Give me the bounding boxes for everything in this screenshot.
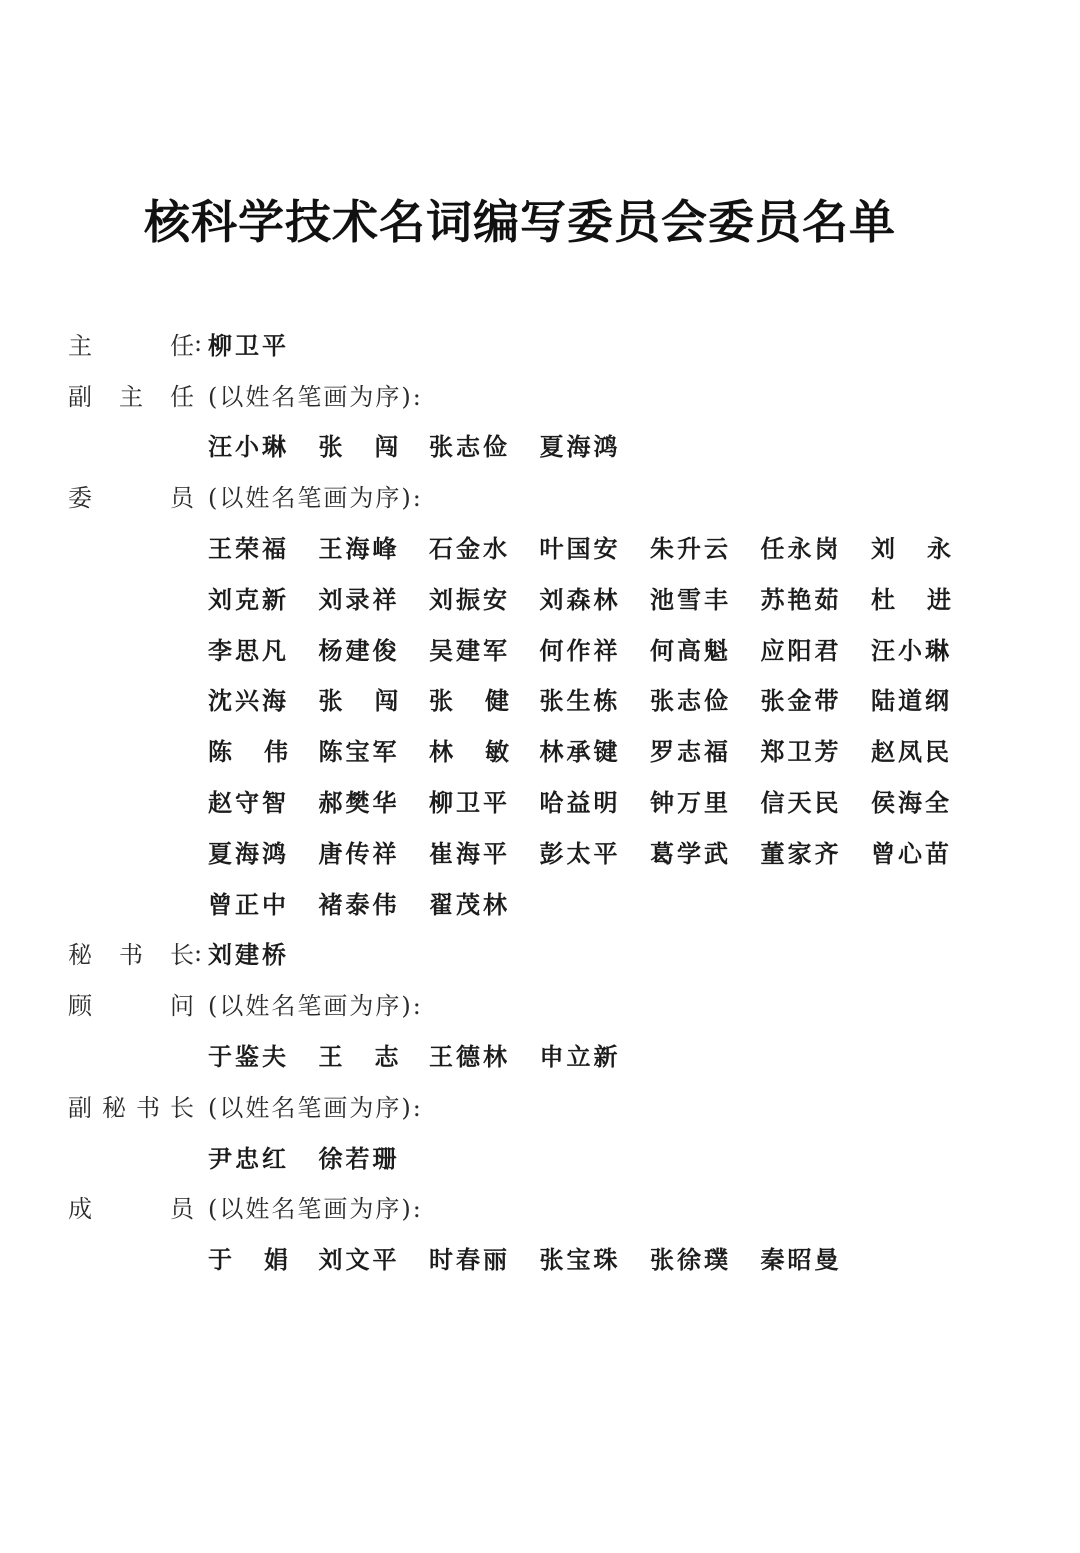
members-name-row xyxy=(68,775,1028,826)
person-name: 褚泰伟 xyxy=(318,889,400,919)
role-label: 秘 书 长 xyxy=(68,941,194,970)
person-name: 夏海鸿 xyxy=(208,838,289,868)
advisors-names xyxy=(68,1029,1028,1080)
person-name: 信天民 xyxy=(760,788,842,818)
person-name: 刘文平 xyxy=(318,1245,400,1275)
person-name: 张 闯 xyxy=(318,432,399,462)
members-name-row xyxy=(68,572,1028,623)
person-name: 唐传祥 xyxy=(318,838,400,868)
person-name: 翟茂林 xyxy=(429,889,510,919)
deputy-directors-row xyxy=(68,369,1028,420)
person-name: 林承键 xyxy=(539,737,621,767)
person-name: 曾正中 xyxy=(208,889,289,919)
person-name: 申立新 xyxy=(539,1042,621,1072)
person-name: 刘克新 xyxy=(208,584,289,614)
person-name: 夏海鸿 xyxy=(539,432,621,462)
person-name: 陆道纲 xyxy=(871,686,952,716)
deputy-directors-names xyxy=(68,420,1028,471)
person-name: 崔海平 xyxy=(429,838,510,868)
person-name: 池雪丰 xyxy=(650,584,731,614)
person-name: 郑卫芳 xyxy=(760,737,842,767)
role-label: 副 主 任 xyxy=(68,382,194,411)
advisors-row xyxy=(68,978,1028,1029)
person-name: 于鉴夫 xyxy=(208,1042,289,1072)
order-note: (以姓名笔画为序): xyxy=(208,1195,423,1224)
person-name: 曾心苗 xyxy=(871,838,952,868)
person-name: 郝樊华 xyxy=(318,788,400,818)
person-name: 刘 永 xyxy=(871,534,951,564)
person-name: 于 娟 xyxy=(208,1245,288,1275)
members-name-row xyxy=(68,674,1028,725)
role-deputy-directors xyxy=(68,377,208,412)
role-label: 成 员 xyxy=(68,1195,194,1224)
person-name: 朱升云 xyxy=(650,534,731,564)
person-name: 刘录祥 xyxy=(318,584,400,614)
person-name: 侯海全 xyxy=(871,788,952,818)
person-name: 何作祥 xyxy=(539,635,621,665)
person-name: 张金带 xyxy=(760,686,842,716)
staff-row xyxy=(68,1182,1028,1233)
members-names xyxy=(68,521,1028,927)
person-name: 任永岗 xyxy=(760,534,842,564)
role-advisors xyxy=(68,986,208,1021)
staff-names xyxy=(68,1232,1028,1283)
person-name: 陈 伟 xyxy=(208,737,288,767)
person-name: 徐若珊 xyxy=(318,1143,400,1173)
role-label: 主 任 xyxy=(68,331,194,360)
members-row xyxy=(68,470,1028,521)
person-name: 哈益明 xyxy=(539,788,621,818)
person-name: 张生栋 xyxy=(539,686,621,716)
person-name: 沈兴海 xyxy=(208,686,289,716)
role-label: 顾 问 xyxy=(68,992,194,1021)
role-staff xyxy=(68,1189,208,1224)
person-name: 何高魁 xyxy=(650,635,731,665)
document-title: 核科学技术名词编写委员会委员名单 xyxy=(144,195,896,249)
person-name: 王德林 xyxy=(429,1042,510,1072)
members-name-row xyxy=(68,521,1028,572)
role-label: 副 秘 书 长 xyxy=(68,1093,194,1122)
members-name-row xyxy=(68,826,1028,877)
person-name: 尹忠红 xyxy=(208,1143,289,1173)
person-name: 王 志 xyxy=(318,1042,399,1072)
order-note: (以姓名笔画为序): xyxy=(208,992,423,1021)
role-director: 主 任 : xyxy=(68,326,208,361)
person-name: 张 闯 xyxy=(318,686,399,716)
person-name: 张志俭 xyxy=(429,432,510,462)
person-name: 刘振安 xyxy=(429,584,510,614)
person-name: 叶国安 xyxy=(539,534,621,564)
person-name: 秦昭曼 xyxy=(760,1245,842,1275)
person-name: 王海峰 xyxy=(318,534,400,564)
order-note: (以姓名笔画为序): xyxy=(208,1093,423,1122)
person-name: 杜 进 xyxy=(871,584,951,614)
order-note: (以姓名笔画为序): xyxy=(208,382,423,411)
role-members xyxy=(68,478,208,513)
person-name: 赵守智 xyxy=(208,788,289,818)
person-name: 时春丽 xyxy=(429,1245,510,1275)
person-name: 彭太平 xyxy=(539,838,621,868)
person-name: 林 敏 xyxy=(429,737,509,767)
deputy-secretaries-row xyxy=(68,1080,1028,1131)
person-name: 刘森林 xyxy=(539,584,621,614)
director-row xyxy=(68,318,1028,369)
person-name: 柳卫平 xyxy=(429,788,510,818)
members-name-row xyxy=(68,724,1028,775)
person-name: 吴建军 xyxy=(429,635,510,665)
person-name: 张志俭 xyxy=(650,686,731,716)
person-name: 董家齐 xyxy=(760,838,842,868)
director-name: 柳卫平 xyxy=(208,330,289,360)
person-name: 应阳君 xyxy=(760,635,842,665)
person-name: 杨建俊 xyxy=(318,635,400,665)
person-name: 苏艳茹 xyxy=(760,584,842,614)
committee-roster xyxy=(68,318,1028,1283)
person-name: 张宝珠 xyxy=(539,1245,621,1275)
person-name: 汪小琳 xyxy=(208,432,289,462)
person-name: 赵凤民 xyxy=(871,737,952,767)
deputy-secretaries-names xyxy=(68,1131,1028,1182)
person-name: 罗志福 xyxy=(650,737,731,767)
secretary-general-row xyxy=(68,928,1028,979)
person-name: 汪小琳 xyxy=(871,635,952,665)
person-name: 李思凡 xyxy=(208,635,289,665)
person-name: 王荣福 xyxy=(208,534,289,564)
role-deputy-secretaries xyxy=(68,1088,208,1123)
person-name: 张 健 xyxy=(429,686,509,716)
person-name: 葛学武 xyxy=(650,838,731,868)
person-name: 石金水 xyxy=(429,534,510,564)
role-secretary-general: 秘 书 长 : xyxy=(68,935,208,970)
secretary-general-name: 刘建桥 xyxy=(208,940,289,970)
role-label: 委 员 xyxy=(68,484,194,513)
members-name-row xyxy=(68,623,1028,674)
members-name-row xyxy=(68,877,1028,928)
person-name: 钟万里 xyxy=(650,788,731,818)
person-name: 陈宝军 xyxy=(318,737,400,767)
person-name: 张徐璞 xyxy=(650,1245,731,1275)
order-note: (以姓名笔画为序): xyxy=(208,484,423,513)
